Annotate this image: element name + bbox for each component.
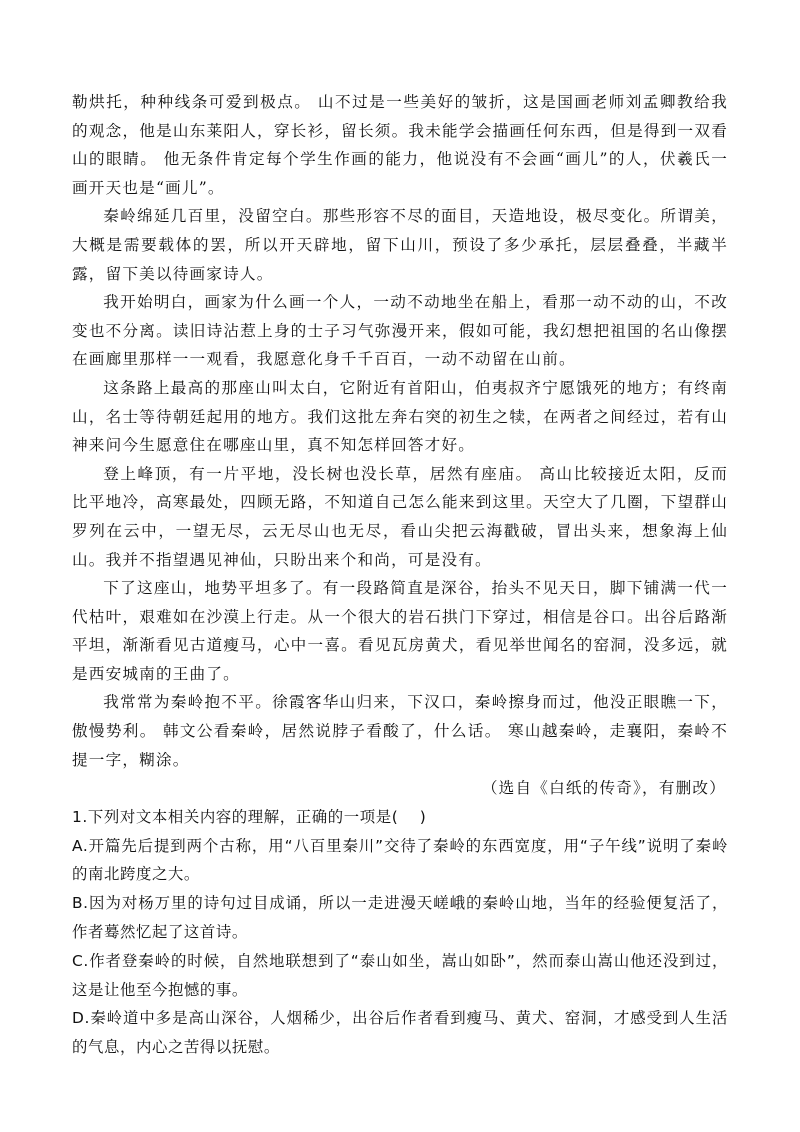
passage-paragraph: 下了这座山，地势平坦多了。有一段路简直是深谷，抬头不见天日，脚下铺满一代一代枯叶，艰难如在沙漠上行走。从一个很大的岩石拱门下穿过，相信是谷口。出谷后路渐平坦，渐渐看见古道瘦马，心中一喜。看见瓦房黄犬，看见举世闻名的窑洞，没多远，就是西安城南的王曲了。 — [72, 579, 728, 683]
passage-paragraph: 登上峰顶，有一片平地，没长树也没长草，居然有座庙。 高山比较接近太阳，反而比平地冷，高寒最处，四顾无路，不知道自己怎么能来到这里。天空大了几圈，下望群山罗列在云中，一望无尽，云无尽山也无尽，看山尖把云海戳破，冒出头来，想象海上仙山。我并不指望遇见神仙，只盼出来个和尚，可是没有。 — [72, 464, 728, 569]
question-stem: 1.下列对文本相关内容的理解，正确的一项是( ) — [72, 807, 427, 826]
passage-paragraph: 我开始明白，画家为什么画一个人，一动不动地坐在船上，看那一动不动的山，不改变也不分离。读旧诗沾惹上身的士子习气弥漫开来，假如可能，我幻想把祖国的名山像摆在画廊里那样一一观看，我愿意化身千千百百，一动不动留在山前。 — [72, 293, 728, 369]
passage-paragraph: 勒烘托，种种线条可爱到极点。 山不过是一些美好的皱折，这是国画老师刘孟卿教给我的观念，他是山东莱阳人，穿长衫，留长须。我未能学会描画任何东西，但是得到一双看山的眼睛。 他无条件肯定每个学生作画的能力，他说没有不会画“画儿”的人，伏羲氏一画开天也是“画儿”。 — [72, 93, 728, 197]
option-d[interactable]: D.秦岭道中多是高山深谷，人烟稀少，出谷后作者看到瘦马、黄犬、窑洞，才感受到人生活的气息，内心之苦得以抚慰。 — [72, 1009, 728, 1057]
passage-paragraph: 我常常为秦岭抱不平。徐霞客华山归来，下汉口，秦岭擦身而过，他没正眼瞧一下，傲慢势利。 韩文公看秦岭，居然说脖子看酸了，什么话。 寒山越秦岭，走襄阳，秦岭不提一字，糊涂。 — [72, 693, 728, 769]
passage-text — [72, 88, 728, 774]
option-a[interactable]: A.开篇先后提到两个古称，用“八百里秦川”交待了秦岭的东西宽度，用“子午线”说明了秦岭的南北跨度之大。 — [72, 836, 728, 884]
passage-paragraph: 这条路上最高的那座山叫太白，它附近有首阳山，伯夷叔齐宁愿饿死的地方；有终南山，名士等待朝廷起用的地方。我们这批左奔右突的初生之犊，在两者之间经过，若有山神来问今生愿意住在哪座山里，真不知怎样回答才好。 — [72, 378, 728, 455]
option-c[interactable]: C.作者登秦岭的时候，自然地联想到了“泰山如坐，嵩山如卧”，然而泰山嵩山他还没到过，这是让他至今抱憾的事。 — [72, 951, 728, 999]
question-block — [72, 803, 728, 1062]
passage-paragraph: 秦岭绵延几百里，没留空白。那些形容不尽的面目，天造地设，极尽变化。所谓美，大概是需要载体的罢，所以开天辟地，留下山川，预设了多少承托，层层叠叠，半藏半露，留下美以待画家诗人。 — [72, 207, 728, 283]
option-b[interactable]: B.因为对杨万里的诗句过目成诵，所以一走进漫天嵯峨的秦岭山地，当年的经验便复活了，作者蓦然忆起了这首诗。 — [72, 894, 728, 942]
passage-source: （选自《白纸的传奇》，有删改） — [481, 779, 726, 798]
